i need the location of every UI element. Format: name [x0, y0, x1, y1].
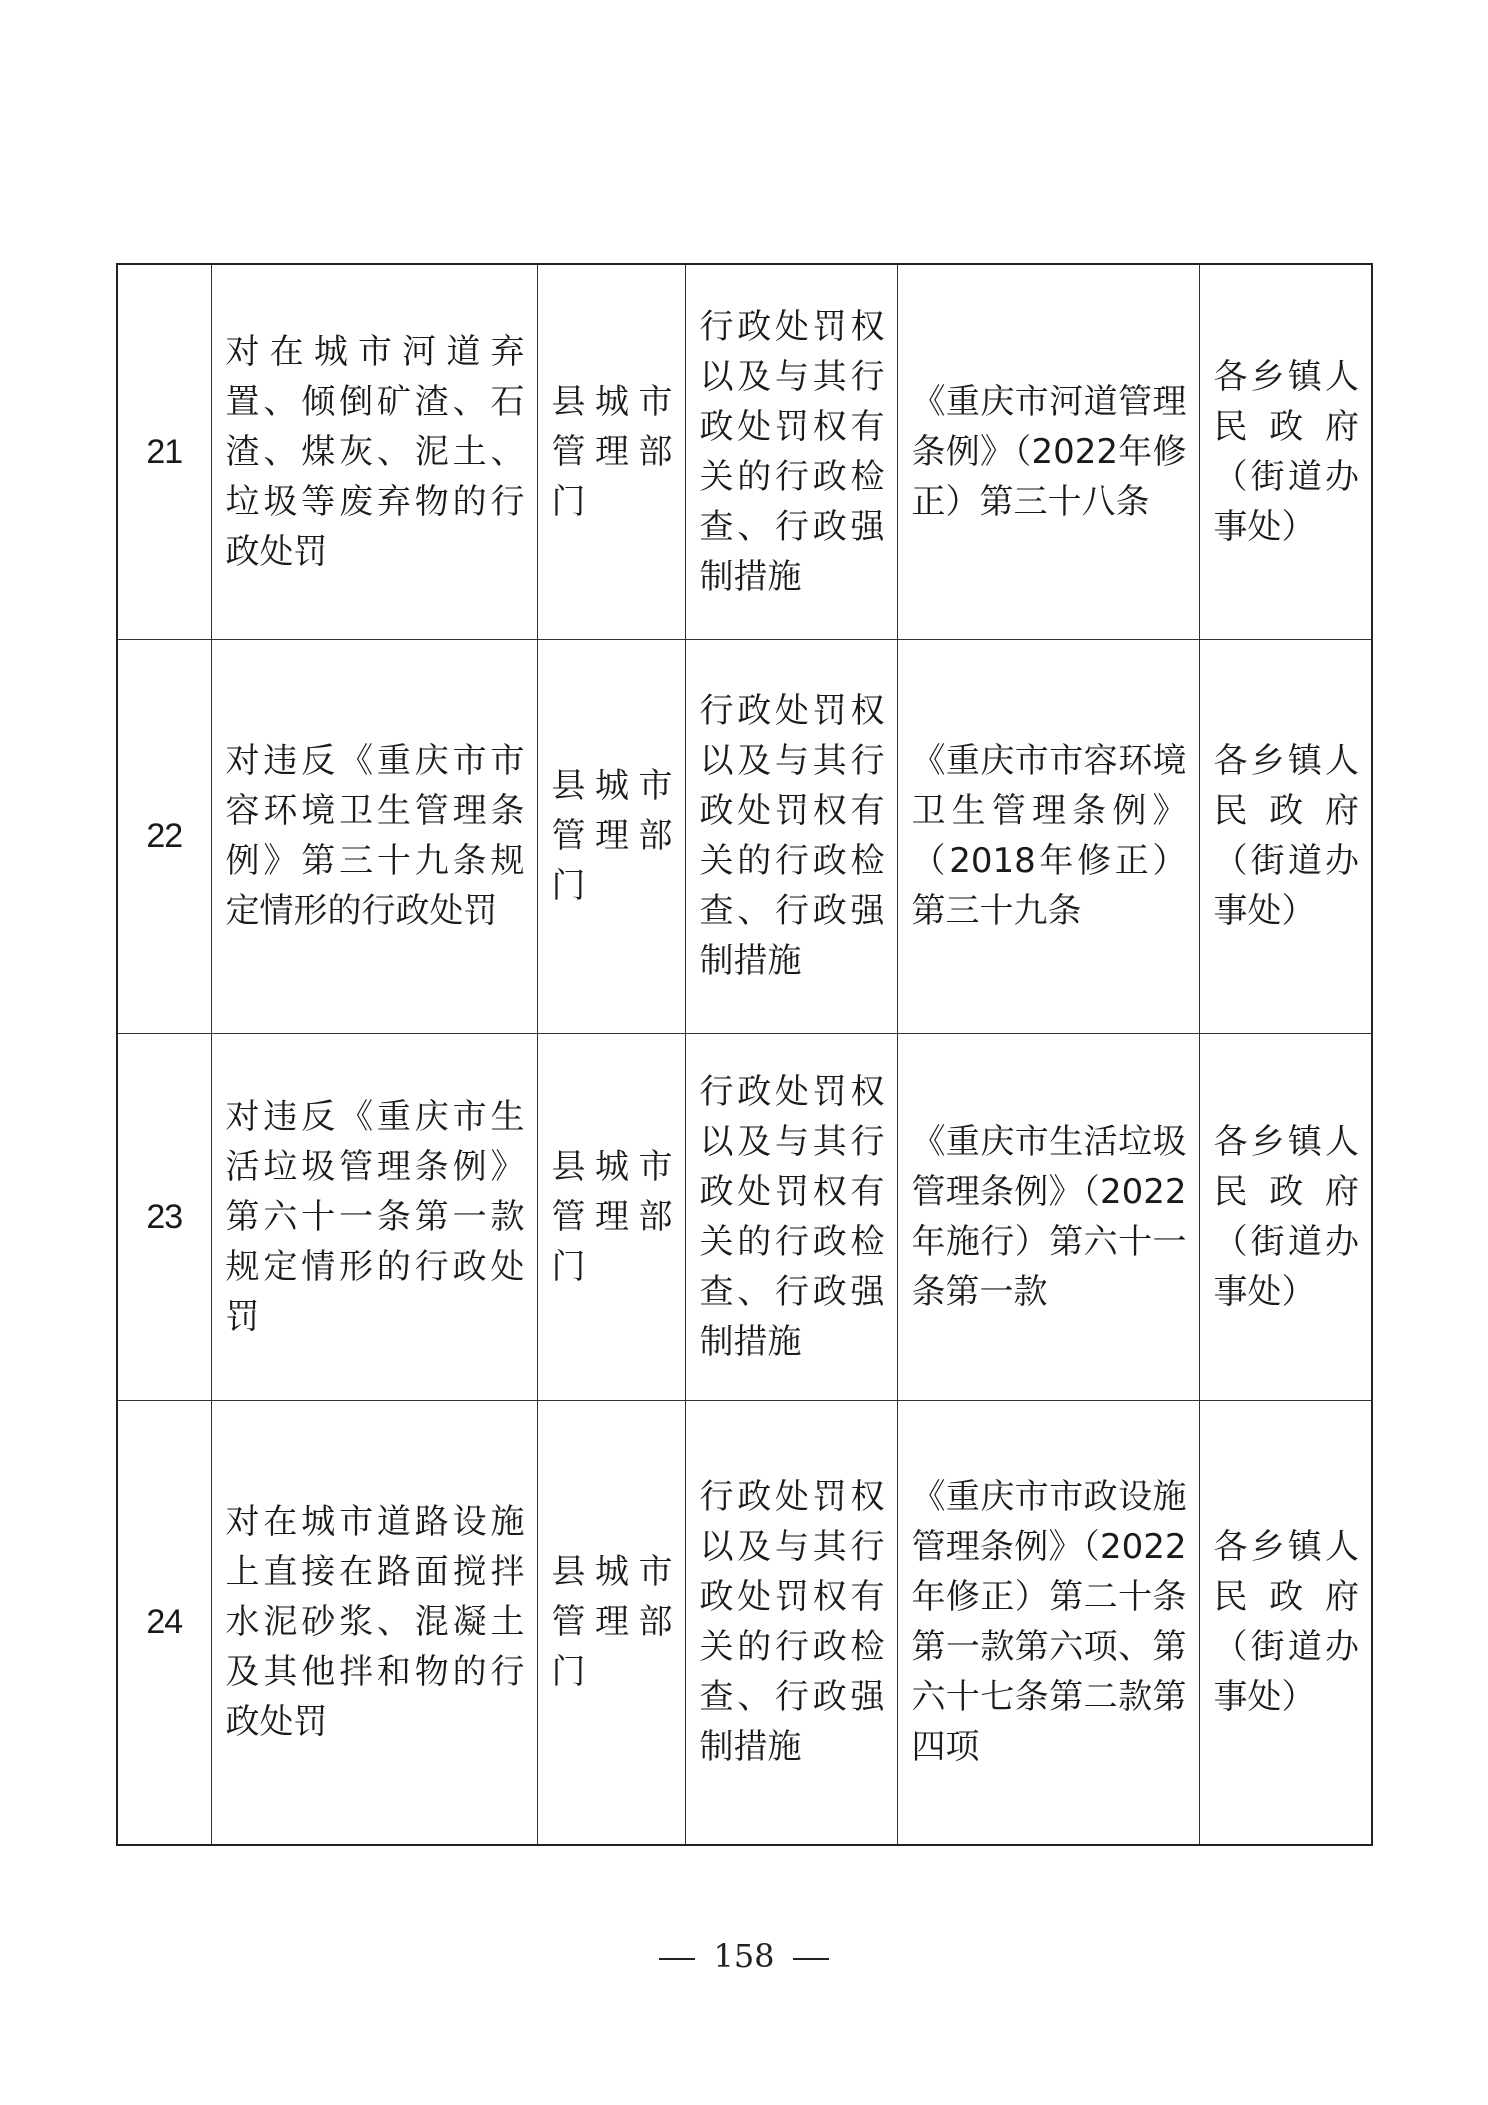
page-number: 158 — [713, 1937, 775, 1975]
department-cell: 县城市管理部门 — [537, 639, 685, 1033]
right-dash — [793, 1958, 829, 1960]
department-cell: 县城市管理部门 — [537, 1400, 685, 1845]
row-number: 22 — [117, 639, 211, 1033]
left-dash — [659, 1958, 695, 1960]
organization-cell: 各乡镇人民政府（街道办事处） — [1199, 1033, 1372, 1400]
legal-basis-cell: 《重庆市生活垃圾管理条例》（2022年施行）第六十一条第一款 — [897, 1033, 1199, 1400]
organization-cell: 各乡镇人民政府（街道办事处） — [1199, 639, 1372, 1033]
legal-basis-cell: 《重庆市市政设施管理条例》（2022年修正）第二十条第一款第六项、第六十七条第二款第四项 — [897, 1400, 1199, 1845]
organization-cell: 各乡镇人民政府（街道办事处） — [1199, 1400, 1372, 1845]
table-row — [117, 264, 1372, 639]
power-type-cell: 行政处罚权以及与其行政处罚权有关的行政检查、行政强制措施 — [685, 1033, 897, 1400]
legal-basis-cell: 《重庆市市容环境卫生管理条例》（2018年修正）第三十九条 — [897, 639, 1199, 1033]
power-type-cell: 行政处罚权以及与其行政处罚权有关的行政检查、行政强制措施 — [685, 264, 897, 639]
organization-cell: 各乡镇人民政府（街道办事处） — [1199, 264, 1372, 639]
row-number: 23 — [117, 1033, 211, 1400]
authority-table — [116, 263, 1373, 1846]
table-row — [117, 1033, 1372, 1400]
matter-cell: 对违反《重庆市生活垃圾管理条例》第六十一条第一款规定情形的行政处罚 — [211, 1033, 537, 1400]
matter-cell: 对在城市道路设施上直接在路面搅拌水泥砂浆、混凝土及其他拌和物的行政处罚 — [211, 1400, 537, 1845]
legal-basis-cell: 《重庆市河道管理条例》（2022年修正）第三十八条 — [897, 264, 1199, 639]
matter-cell: 对违反《重庆市市容环境卫生管理条例》第三十九条规定情形的行政处罚 — [211, 639, 537, 1033]
table-row — [117, 639, 1372, 1033]
department-cell: 县城市管理部门 — [537, 1033, 685, 1400]
power-type-cell: 行政处罚权以及与其行政处罚权有关的行政检查、行政强制措施 — [685, 639, 897, 1033]
matter-cell: 对在城市河道弃置、倾倒矿渣、石渣、煤灰、泥土、垃圾等废弃物的行政处罚 — [211, 264, 537, 639]
power-type-cell: 行政处罚权以及与其行政处罚权有关的行政检查、行政强制措施 — [685, 1400, 897, 1845]
row-number: 21 — [117, 264, 211, 639]
department-cell: 县城市管理部门 — [537, 264, 685, 639]
table-row — [117, 1400, 1372, 1845]
page-footer — [0, 1936, 1488, 1976]
row-number: 24 — [117, 1400, 211, 1845]
